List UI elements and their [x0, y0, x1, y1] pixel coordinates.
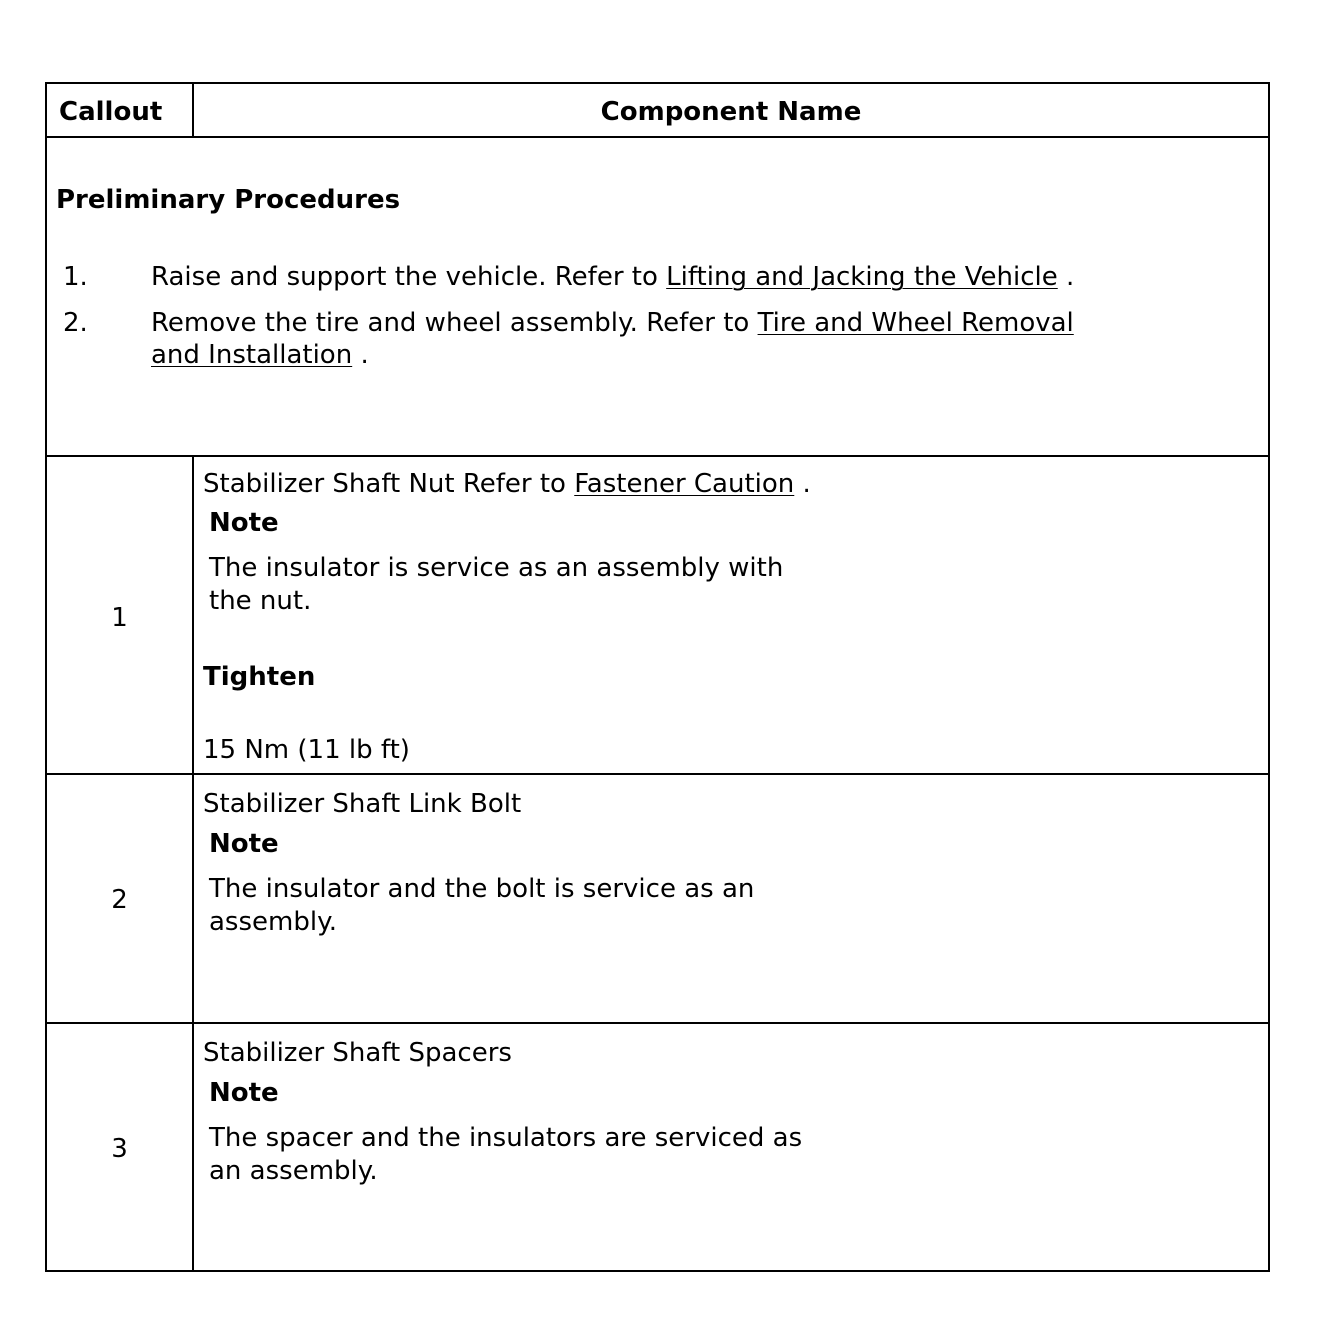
row-2-name: Stabilizer Shaft Link Bolt [203, 789, 522, 819]
row-1-name [203, 468, 811, 500]
row-2-callout: 2 [111, 885, 128, 915]
row-3-name: Stabilizer Shaft Spacers [203, 1038, 512, 1068]
fastener-caution-link[interactable]: Fastener Caution [574, 469, 795, 499]
row-3-callout: 3 [111, 1134, 128, 1164]
row-3-note-line1: The spacer and the insulators are serviced as [209, 1123, 803, 1153]
step-2-text-line1 [151, 307, 1074, 339]
step-2-number: 2. [63, 308, 88, 338]
row-3-note-line2: an assembly. [209, 1156, 378, 1186]
row-2-note-line2: assembly. [209, 907, 338, 937]
component-table [45, 82, 1270, 1272]
row-3-note-label: Note [209, 1078, 279, 1108]
tire-wheel-link-line2[interactable]: and Installation [151, 340, 353, 370]
row-1-tighten-label: Tighten [203, 662, 316, 692]
body-column-divider [192, 455, 194, 1272]
step-1-tail: . [1057, 262, 1075, 292]
header-callout: Callout [59, 97, 163, 127]
preliminary-title: Preliminary Procedures [56, 185, 401, 215]
step-2-text-line2 [151, 339, 369, 371]
row-1-note-label: Note [209, 508, 279, 538]
header-divider [47, 136, 1268, 138]
row-1-tighten-value: 15 Nm (11 lb ft) [203, 735, 410, 765]
preliminary-divider [47, 455, 1268, 457]
header-component-name: Component Name [600, 97, 862, 127]
step-1-number: 1. [63, 262, 88, 292]
tire-wheel-link-line1[interactable]: Tire and Wheel Removal [757, 308, 1074, 338]
lifting-jacking-link[interactable]: Lifting and Jacking the Vehicle [666, 262, 1058, 292]
row-1-name-tail: . [794, 469, 811, 499]
row-1-divider [47, 773, 1268, 775]
step-1-text [151, 261, 1074, 293]
row-1-note-line1: The insulator is service as an assembly with [209, 553, 784, 583]
row-2-note-label: Note [209, 829, 279, 859]
row-1-name-text: Stabilizer Shaft Nut Refer to [203, 469, 575, 499]
row-1-note-line2: the nut. [209, 586, 312, 616]
step-2-tail: . [352, 340, 369, 370]
row-2-note-line1: The insulator and the bolt is service as an [209, 874, 755, 904]
row-1-callout: 1 [111, 603, 128, 633]
step-1-body: Raise and support the vehicle. Refer to [151, 262, 667, 292]
step-2-body: Remove the tire and wheel assembly. Refer to [151, 308, 758, 338]
row-2-divider [47, 1022, 1268, 1024]
